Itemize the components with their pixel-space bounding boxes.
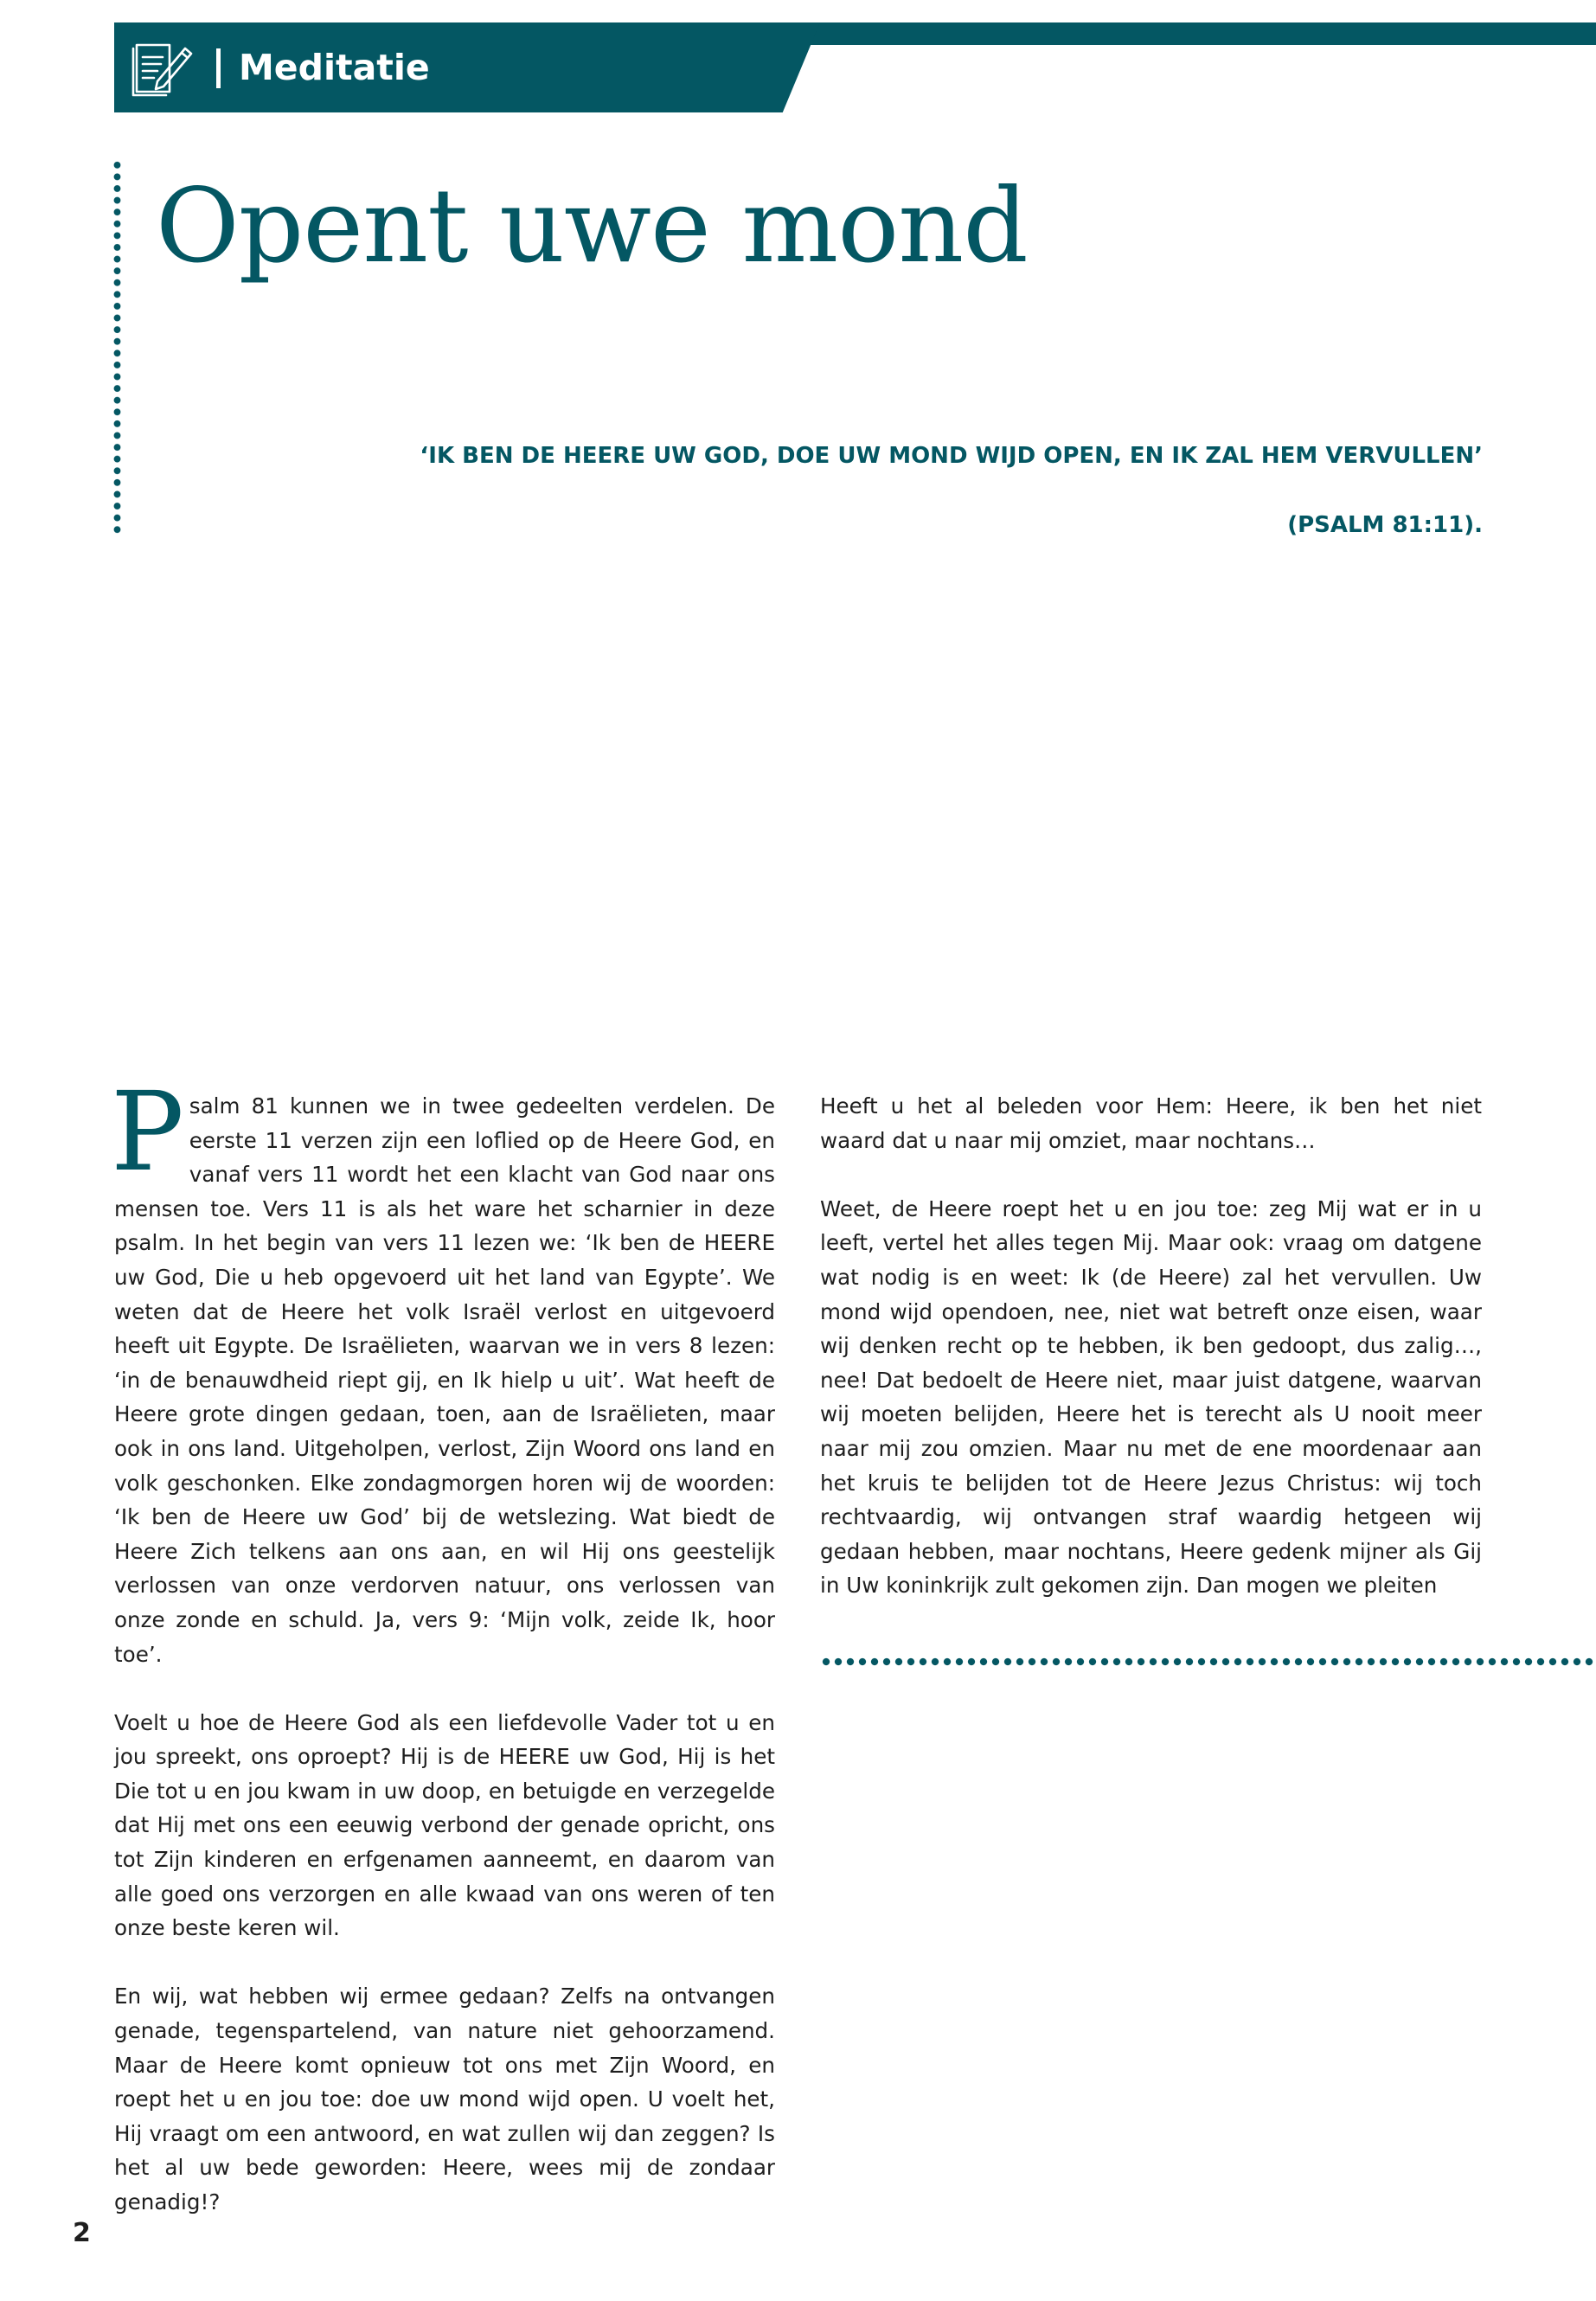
scripture-quote: ‘IK BEN DE HEERE UW GOD, DOE UW MOND WIJD OPEN, EN IK ZAL HEM VERVULLEN’ bbox=[420, 443, 1483, 469]
dotted-rule-vertical bbox=[113, 159, 121, 536]
pen-and-paper-icon bbox=[130, 38, 195, 97]
paragraph-text: salm 81 kunnen we in twee gedeelten verdelen. De eerste 11 verzen zijn een loflied op de Heere God, en vanaf vers 11 wordt het een klacht van God naar ons mensen toe. Vers 11 is als het ware het scharnier in deze psalm. In het begin van vers 11 lezen we: ‘Ik ben de HEERE uw God, Die u heb opgevoerd uit het land van Egypte’. We weten dat de Heere het volk Israël verlost en uitgevoerd heeft uit Egypte. De Israëlieten, waarvan we in vers 8 lezen: ‘in de benauwdheid riept gij, en Ik hielp u uit’. Wat heeft de Heere grote dingen gedaan, toen, aan de Israëlieten, maar ook in ons land. Uitgeholpen, verlost, Zijn Woord ons land en volk geschonken. Elke zondagmorgen horen wij de woorden: ‘Ik ben de Heere uw God’ bij de wetslezing. Wat biedt de Heere Zich telkens aan ons aan, en wil Hij ons geestelijk verlossen van onze verdorven natuur, ons verlossen van onze zonde en schuld. Ja, vers 9: ‘Mijn volk, zeide Ik, hoor toe’. bbox=[114, 1093, 775, 1667]
section-label: Meditatie bbox=[239, 47, 430, 88]
body-column-left bbox=[111, 1068, 775, 2220]
article-title: Opent uwe mond bbox=[156, 166, 1028, 285]
dotted-rule-horizontal bbox=[820, 1657, 1596, 1666]
tab-separator bbox=[216, 48, 221, 88]
drop-cap: P bbox=[111, 1068, 184, 1195]
paragraph: Weet, de Heere roept het u en jou toe: zeg Mij wat er in u leeft, vertel het alles tegen Mij. Maar ook: vraag om datgene wat nodig is en weet: Ik (de Heere) zal het vervullen. Uw mond wijd opendoen, nee, niet wat betreft onze eisen, waar wij denken recht op te hebben, ik ben gedoopt, dus zalig…, nee! Dat bedoelt de Heere niet, maar juist datgene, waarvan wij moeten belijden, Heere het is terecht als U nooit meer naar mij zou omzien. Maar nu met de ene moordenaar aan het kruis te belijden tot de Heere Jezus Christus: wij toch rechtvaardig, wij ontvangen straf waardig hetgeen wij gedaan hebben, maar nochtans, Heere gedenk mijner als Gij in Uw koninkrijk zult gekomen zijn. Dan mogen we pleiten bbox=[820, 1195, 1482, 1599]
page-number: 2 bbox=[73, 2218, 91, 2248]
body-column-right bbox=[820, 1089, 1482, 1603]
paragraph: En wij, wat hebben wij ermee gedaan? Zelfs na ontvangen genade, tegenspartelend, van nature niet gehoorzamend. Maar de Heere komt opnieuw tot ons met Zijn Woord, en roept het u en jou toe: doe uw mond wijd open. U voelt het, Hij vraagt om een antwoord, en wat zullen wij dan zeggen? Is het al uw bede geworden: Heere, wees mij de zondaar genadig!? bbox=[114, 1984, 775, 2214]
scripture-reference: (PSALM 81:11). bbox=[1287, 512, 1483, 538]
paragraph: Voelt u hoe de Heere God als een liefdevolle Vader tot u en jou spreekt, ons oproept? Hij is de HEERE uw God, Hij is het Die tot u en jou kwam in uw doop, en betuigde en verzegelde dat Hij met ons een eeuwig verbond der genade opricht, ons tot Zijn kinderen en erfgenamen aanneemt, en daarom van alle goed ons verzorgen en alle kwaad van ons weren of ten onze beste keren wil. bbox=[114, 1709, 775, 1941]
paragraph bbox=[111, 1068, 775, 1671]
paragraph: Heeft u het al beleden voor Hem: Heere, ik ben het niet waard dat u naar mij omziet, maar nochtans… bbox=[820, 1093, 1482, 1153]
